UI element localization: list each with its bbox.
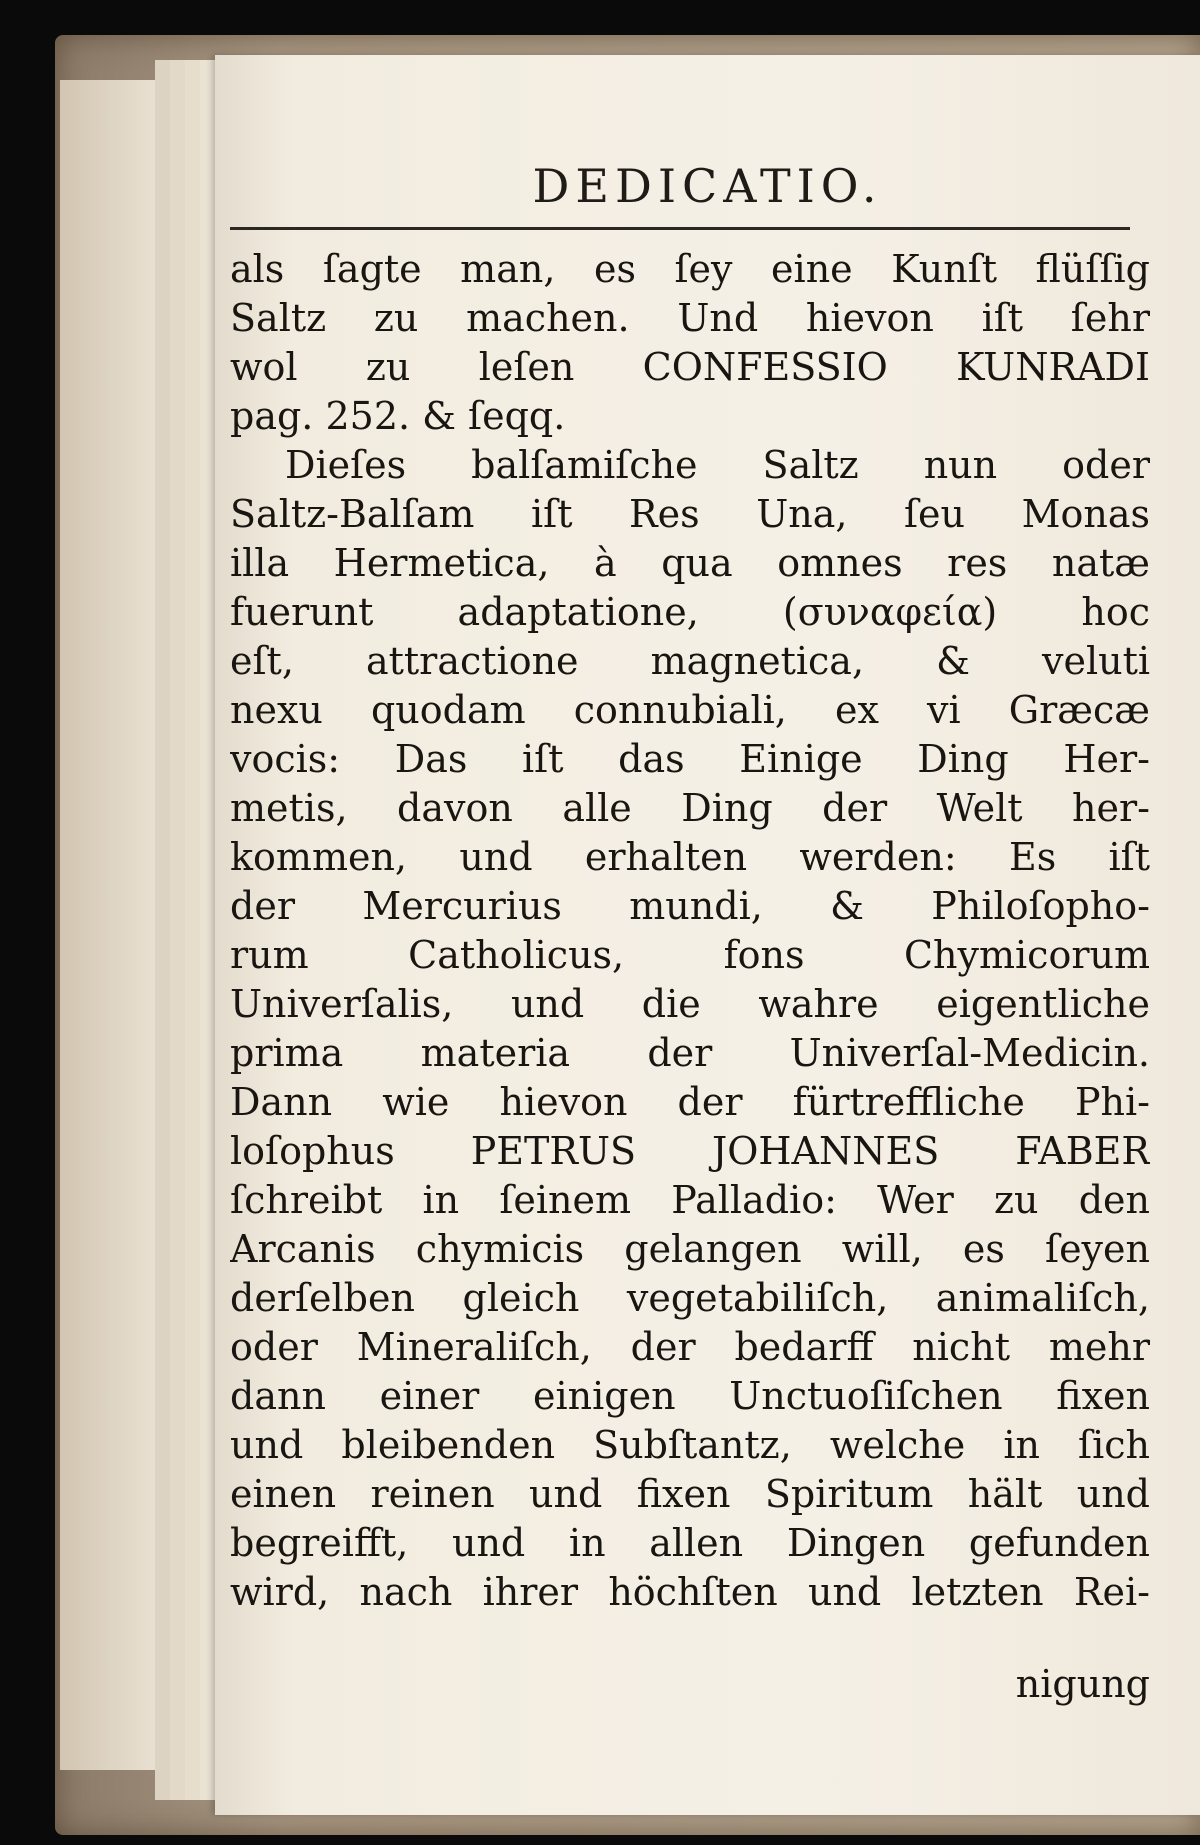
text-line: Dieſes balſamiſche Saltz nun oder: [285, 443, 1150, 487]
text-line: loſophus PETRUS JOHANNES FABER: [230, 1129, 1150, 1173]
text-line: derſelben gleich vegetabiliſch, animaliſch,: [230, 1276, 1150, 1320]
body-text: [230, 245, 1150, 1617]
text-line: Saltz zu machen. Und hievon iſt ſehr: [230, 296, 1150, 340]
header-rule: [230, 227, 1130, 230]
text-line: oder Mineraliſch, der bedarff nicht mehr: [230, 1325, 1150, 1369]
text-line: illa Hermetica, à qua omnes res natæ: [230, 541, 1150, 585]
text-line: Dann wie hievon der fürtreffliche Phi-: [230, 1080, 1150, 1124]
text-line: einen reinen und fixen Spiritum hält und: [230, 1472, 1150, 1516]
text-line: eſt, attractione magnetica, & veluti: [230, 639, 1150, 683]
text-line: ſchreibt in ſeinem Palladio: Wer zu den: [230, 1178, 1150, 1222]
text-line: der Mercurius mundi, & Philoſopho-: [230, 884, 1150, 928]
text-line: nexu quodam connubiali, ex vi Græcæ: [230, 688, 1150, 732]
running-title: DEDICATIO.: [532, 159, 883, 213]
text-line: wol zu leſen CONFESSIO KUNRADI: [230, 345, 1150, 389]
catchword: nigung: [1015, 1662, 1150, 1706]
text-line: metis, davon alle Ding der Welt her-: [230, 786, 1150, 830]
text-line: Saltz-Balſam iſt Res Una, ſeu Monas: [230, 492, 1150, 536]
text-line: Arcanis chymicis gelangen will, es ſeyen: [230, 1227, 1150, 1271]
book-page: [215, 55, 1200, 1815]
text-line: und bleibenden Subſtantz, welche in ſich: [230, 1423, 1150, 1467]
text-line: prima materia der Univerſal-Medicin.: [230, 1031, 1150, 1075]
text-line: fuerunt adaptatione, (συναφεία) hoc: [230, 590, 1150, 634]
text-line: dann einer einigen Unctuoſiſchen fixen: [230, 1374, 1150, 1418]
text-line: pag. 252. & ſeqq.: [230, 394, 566, 438]
text-line: als ſagte man, es ſey eine Kunſt flüſſig: [230, 247, 1150, 291]
text-line: rum Catholicus, fons Chymicorum: [230, 933, 1150, 977]
text-line: kommen, und erhalten werden: Es iſt: [230, 835, 1150, 879]
text-line: Univerſalis, und die wahre eigentliche: [230, 982, 1150, 1026]
text-line: vocis: Das iſt das Einige Ding Her-: [230, 737, 1150, 781]
text-line: wird, nach ihrer höchſten und letzten Rei-: [230, 1570, 1150, 1614]
text-line: begreifft, und in allen Dingen gefunden: [230, 1521, 1150, 1565]
